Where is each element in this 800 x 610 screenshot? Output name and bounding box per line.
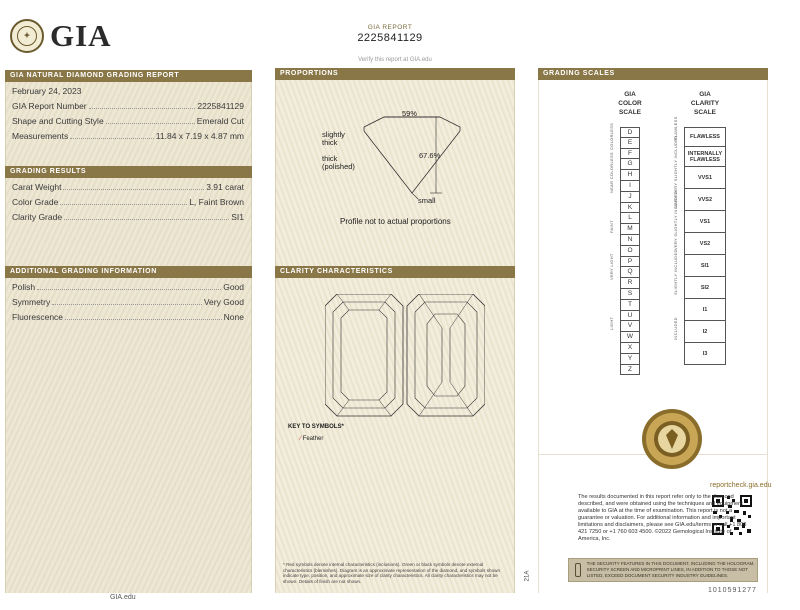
additional-heading: ADDITIONAL GRADING INFORMATION (5, 266, 252, 278)
clarity-grade-cell: VS2 (684, 233, 726, 255)
color-grade-cell: U (620, 311, 640, 322)
clarity-grade-cell: FLAWLESS (684, 127, 726, 147)
color-grade-cell: S (620, 289, 640, 300)
color-grade-cell: N (620, 235, 640, 246)
color-grade-cell: J (620, 192, 640, 203)
feather-icon: ⁄ (300, 436, 303, 442)
gia-logo (10, 18, 112, 54)
field-value: 3.91 carat (206, 182, 244, 192)
logo-text: GIA (50, 18, 112, 53)
field-value: 2225841129 (197, 101, 244, 111)
clarity-grade-cell: I2 (684, 321, 726, 343)
shape-row (12, 116, 244, 126)
color-grade-cell: L (620, 213, 640, 224)
girdle-bottom-label: thick (polished) (322, 154, 355, 171)
profile-note: Profile not to actual proportions (340, 217, 451, 226)
color-grade-cell: V (620, 321, 640, 332)
field-value: Emerald Cut (196, 116, 244, 126)
color-grade-cell: Z (620, 365, 640, 376)
grading-results-heading: GRADING RESULTS (5, 166, 252, 178)
clarity-grade-cell: SI2 (684, 277, 726, 299)
field-value: None (223, 312, 244, 322)
color-group-label: NEAR COLORLESS (609, 152, 614, 193)
depth-percent: 67.6% (419, 151, 441, 160)
fluorescence-row (12, 312, 244, 322)
verify-text: Verify this report at GIA.edu (358, 57, 432, 63)
clarity-grade-cell: I3 (684, 343, 726, 365)
side-number: 21A (524, 570, 531, 582)
date-row (12, 86, 244, 96)
key-feather (300, 436, 323, 442)
date-label: February 24, 2023 (12, 86, 82, 96)
color-grade-cell: M (620, 224, 640, 235)
field-value: SI1 (231, 212, 244, 222)
table-percent: 59% (402, 109, 418, 118)
clarity-grade-cell: SI1 (684, 255, 726, 277)
field-value: Very Good (203, 297, 244, 307)
clarity-group-label: FLAWLESS (673, 116, 678, 140)
field-label: Color Grade (12, 197, 59, 207)
color-grade-cell: Y (620, 354, 640, 365)
color-grade-cell: D (620, 127, 640, 138)
color-grade-cell: T (620, 300, 640, 311)
girdle-top-label: slightly thick (322, 130, 345, 147)
color-scale-title: GIA COLOR SCALE (618, 91, 642, 116)
color-grade-cell: H (620, 170, 640, 181)
clarity-group-label: SLIGHTLY INCLUDED (673, 249, 678, 295)
field-value: Good (223, 282, 244, 292)
color-grade-cell: R (620, 278, 640, 289)
carat-row (12, 182, 244, 192)
clarity-heading: CLARITY CHARACTERISTICS (275, 266, 515, 278)
report-title: GIA NATURAL DIAMOND GRADING REPORT (5, 70, 252, 82)
clarity-grade-cell: INTERNALLY FLAWLESS (684, 147, 726, 167)
field-label: Polish (12, 282, 36, 292)
color-grade-cell: W (620, 332, 640, 343)
field-label: Carat Weight (12, 182, 62, 192)
scales-panel (538, 68, 768, 455)
clarity-plot (325, 294, 485, 418)
report-number-row (12, 101, 244, 111)
clarity-grade-cell: I1 (684, 299, 726, 321)
color-grade-cell: E (620, 138, 640, 149)
security-strip (568, 558, 758, 582)
field-label: Shape and Cutting Style (12, 116, 104, 126)
field-label: Measurements (12, 131, 69, 141)
clarity-group-label: INCLUDED (673, 317, 678, 340)
disclaimer-text: The results documented in this report refer only to the diamond described, and were obtained using the techniques and equipment available to GIA at the time of examination. This report is not a guarantee or valuation. For additional information and important limitations and disclaimers, please see GIA.edu/terms or call +1 800 421 7250 or +1 760 603 4500. ©2022 Gemological Institute of America, Inc. (578, 494, 747, 542)
clarity-row (12, 212, 244, 222)
culet-label: small (418, 196, 436, 205)
color-grade-cell: O (620, 246, 640, 257)
gia-edu-footer: GIA.edu (110, 594, 136, 601)
report-label: GIA REPORT (367, 24, 413, 31)
field-value: L, Faint Brown (189, 197, 244, 207)
color-group-label: VERY LIGHT (609, 253, 614, 280)
gia-seal-icon: ✦ (10, 19, 44, 53)
clarity-scale-title: GIA CLARITY SCALE (690, 91, 720, 116)
report-header (335, 24, 445, 44)
key-title: KEY TO SYMBOLS* (288, 424, 344, 430)
field-value: 11.84 x 7.19 x 4.87 mm (155, 131, 244, 141)
color-grade-cell: P (620, 257, 640, 268)
proportions-diagram (340, 115, 480, 215)
color-group-label: COLORLESS (609, 122, 614, 150)
clarity-grade-cell: VVS2 (684, 189, 726, 211)
field-label: Symmetry (12, 297, 51, 307)
color-grade-cell: X (620, 343, 640, 354)
symmetry-row (12, 297, 244, 307)
security-text: THE SECURITY FEATURES IN THIS DOCUMENT, INCLUDING THE HOLOGRAM, SECURITY SCREEN AND MICROPRINT LINES, IN ADDITION TO THOSE NOT LISTED, EXCEED DOCUMENT SECURITY INDUSTRY GUIDELINES. (586, 561, 755, 578)
field-label: Fluorescence (12, 312, 64, 322)
gia-seal-icon (641, 408, 703, 470)
color-grade-cell: G (620, 159, 640, 170)
color-group-label: FAINT (609, 220, 614, 233)
clarity-grade-cell: VS1 (684, 211, 726, 233)
color-grade-cell: I (620, 181, 640, 192)
measurements-row (12, 131, 244, 141)
reportcheck-link[interactable]: reportcheck.gia.edu (710, 482, 772, 489)
left-panel (5, 70, 252, 593)
clarity-group-label: VERY VERY SLIGHTLY INCLUDED (673, 135, 678, 208)
key-label: Feather (302, 436, 324, 442)
color-grade-cell: K (620, 203, 640, 214)
clarity-grade-cell: VVS1 (684, 167, 726, 189)
barcode-number: 1010591277 (708, 587, 757, 594)
clarity-footnote: * Red symbols denote internal characteristics (inclusions). Green or black symbols denote external characteristics (blemishes). Diagram is an approximate representation of the diamond, and symbols shown indicate type, position, and approximate size of clarity characteristics. All clarity characteristics may not be shown. Details of finish are not shown. (283, 562, 501, 584)
proportions-heading: PROPORTIONS (275, 68, 515, 80)
lock-icon (575, 563, 581, 577)
color-group-label: LIGHT (609, 316, 614, 330)
field-label: GIA Report Number (12, 101, 87, 111)
color-grade-cell: Q (620, 267, 640, 278)
color-row (12, 197, 244, 207)
report-number: 2225841129 (357, 32, 423, 44)
scales-heading: GRADING SCALES (538, 68, 768, 80)
field-label: Clarity Grade (12, 212, 63, 222)
clarity-group-label: VERY SLIGHTLY INCLUDED (673, 191, 678, 250)
color-grade-cell: F (620, 149, 640, 160)
polish-row (12, 282, 244, 292)
